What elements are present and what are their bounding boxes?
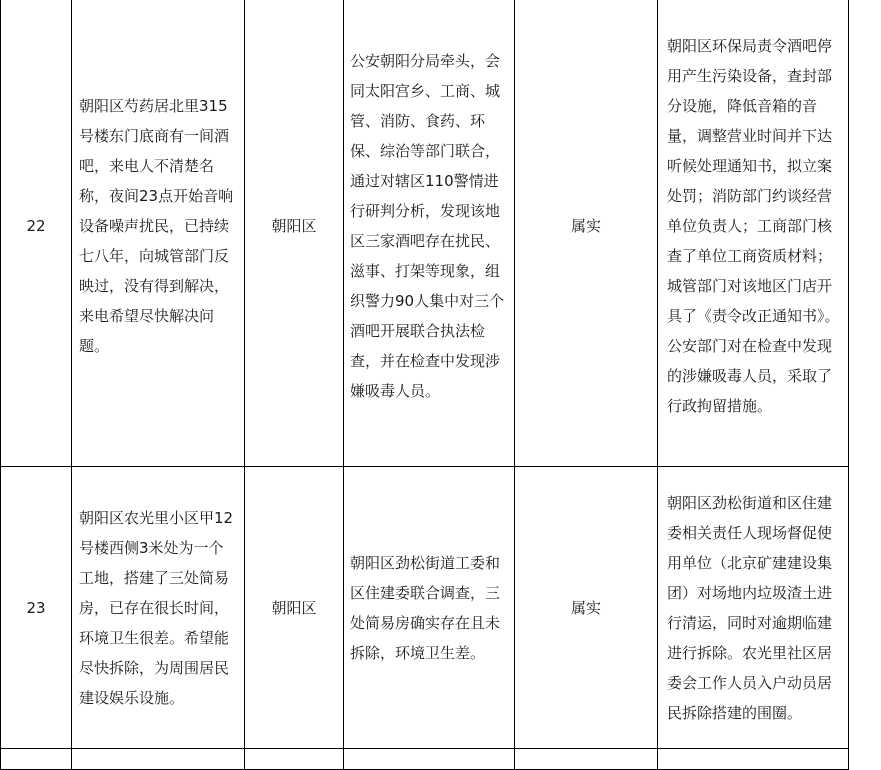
empty-cell [515,749,658,770]
table-row [1,0,849,467]
handling-result-cell [658,0,849,467]
district: 朝阳区 [245,467,344,749]
table-row [1,467,849,749]
row-number: 23 [1,467,72,749]
table-row-next [1,749,849,770]
empty-cell [658,749,849,770]
handling-result: 朝阳区环保局责令酒吧停用产生污染设备，查封部分设施，降低音箱的音量，调整营业时间并下达听候处理通知书，拟立案处罚；消防部门约谈经营单位负责人；工商部门核查了单位工商资质材料；城管部门对该地区门店开具了《责令改正通知书》。公安部门对在检查中发现的涉嫌吸毒人员，采取了行政拘留措施。 [667,36,840,415]
row-number: 22 [1,0,72,467]
empty-cell [245,749,344,770]
investigation-cell [344,467,515,749]
handling-result-cell [658,467,849,749]
investigation-text: 公安朝阳分局牵头，会同太阳宫乡、工商、城管、消防、食药、环保、综治等部门联合，通过对辖区110警情进行研判分析，发现该地区三家酒吧存在扰民、滋事、打架等现象，组织警力90人集中对三个酒吧开展联合执法检查，并在检查中发现涉嫌吸毒人员。 [350,51,505,400]
complaint-description-cell [72,467,245,749]
investigation-text: 朝阳区劲松街道工委和区住建委联合调查，三处简易房确实存在且未拆除，环境卫生差。 [350,553,501,662]
complaint-description: 朝阳区芍药居北里315号楼东门底商有一间酒吧，来电人不清楚名称，夜间23点开始音响设备噪声扰民，已持续七八年，向城管部门反映过，没有得到解决，来电希望尽快解决问题。 [79,96,234,355]
verdict: 属实 [515,0,658,467]
verdict: 属实 [515,467,658,749]
empty-cell [344,749,515,770]
empty-cell [72,749,245,770]
handling-result: 朝阳区劲松街道和区住建委相关责任人现场督促使用单位（北京矿建建设集团）对场地内垃圾渣土进行清运，同时对逾期临建进行拆除。农光里社区居委会工作人员入户动员居民拆除搭建的围圈。 [667,493,833,722]
district: 朝阳区 [245,0,344,467]
complaint-description-cell [72,0,245,467]
empty-cell [1,749,72,770]
investigation-cell [344,0,515,467]
complaint-description: 朝阳区农光里小区甲12号楼西侧3米处为一个工地，搭建了三处简易房，已存在很长时间，环境卫生很差。希望能尽快拆除，为周围居民建设娱乐设施。 [79,508,234,707]
